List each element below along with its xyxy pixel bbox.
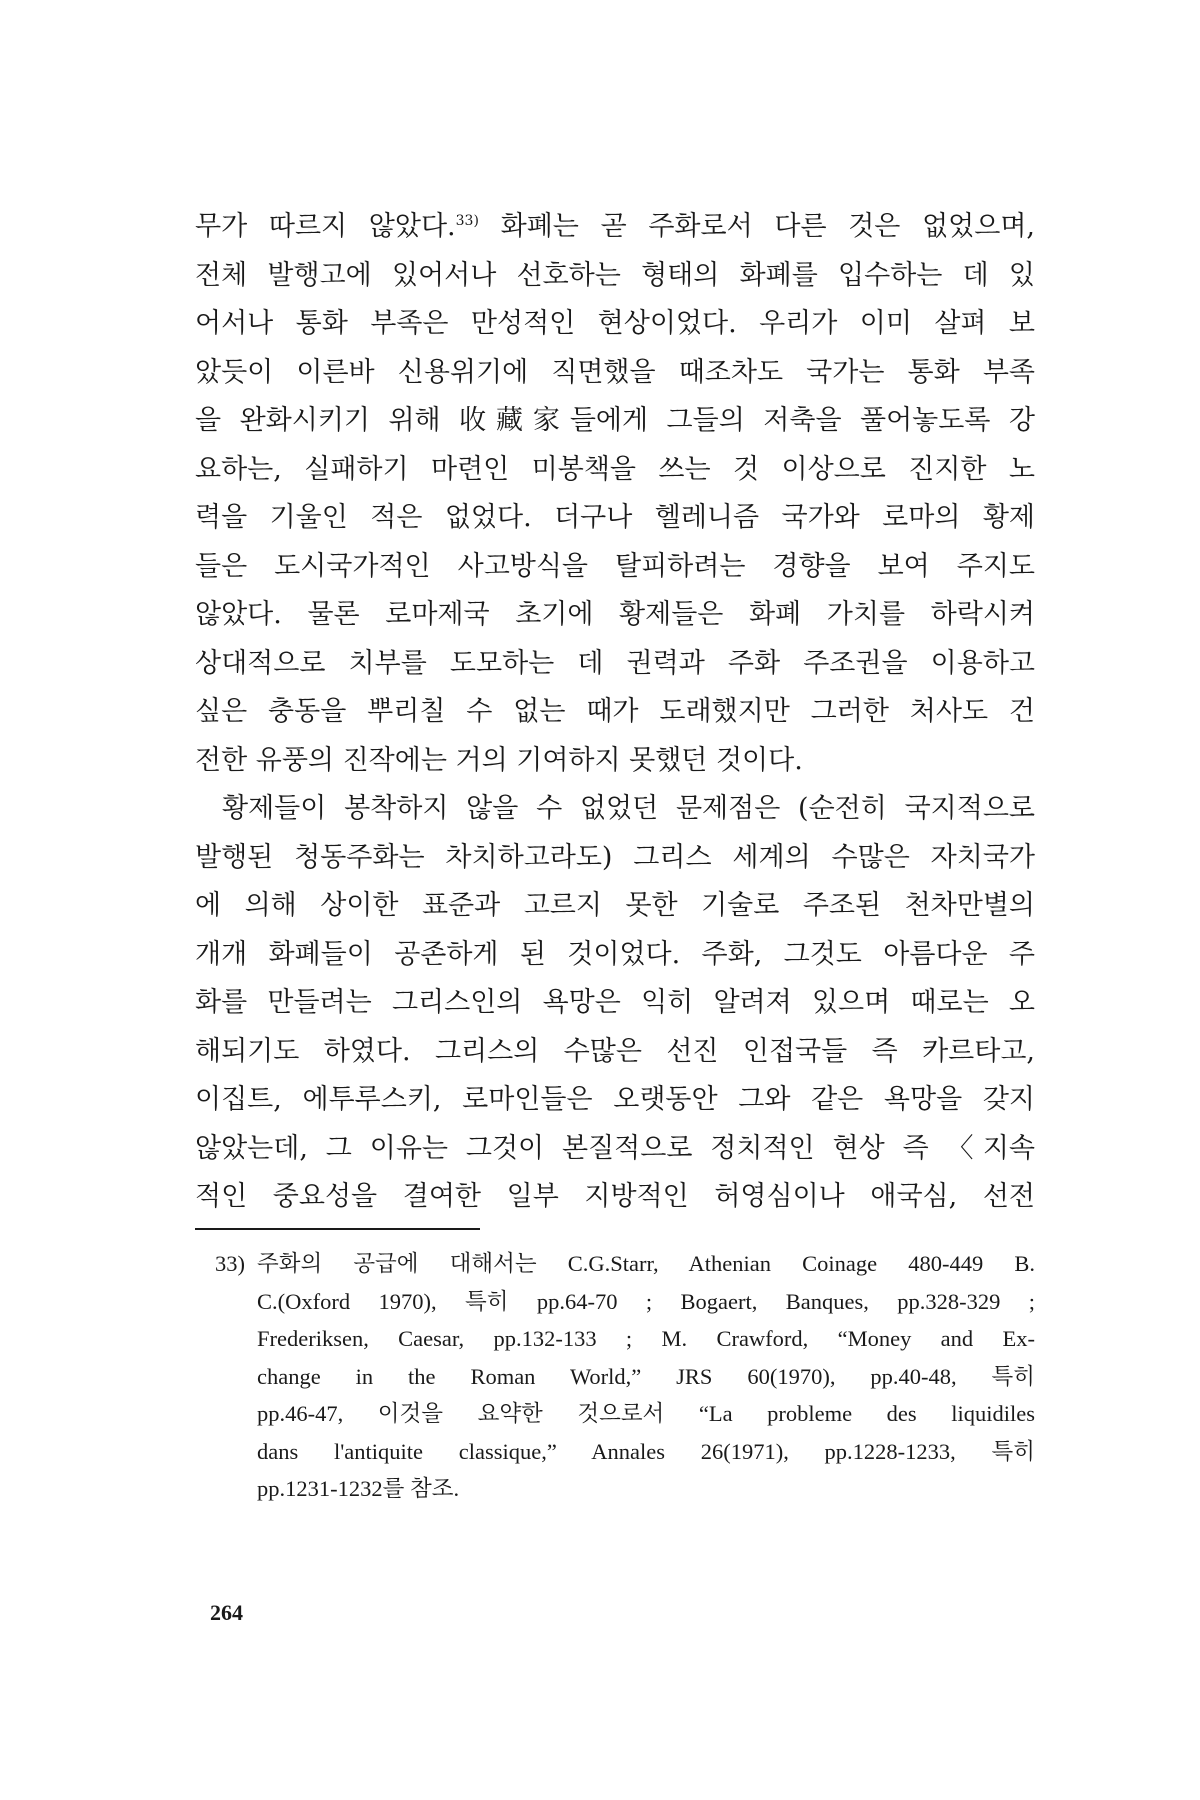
text-line: 이집트, 에투루스키, 로마인들은 오랫동안 그와 같은 욕망을 갖지 bbox=[195, 1084, 1035, 1115]
footnote-line: pp.1231-1232를 참조. bbox=[257, 1476, 460, 1501]
text-line: 력을 기울인 적은 없었다. 더구나 헬레니즘 국가와 로마의 황제 bbox=[195, 502, 1035, 533]
page-number: 264 bbox=[210, 1600, 243, 1625]
footnote-line: dans l'antiquite classique,” Annales 26(1971), pp.1228-1233, 특히 bbox=[257, 1438, 1035, 1464]
footnote-line: change in the Roman World,” JRS 60(1970), pp.40-48, 특히 bbox=[257, 1363, 1035, 1389]
text-line: 않았다. 물론 로마제국 초기에 황제들은 화폐 가치를 하락시켜 bbox=[195, 599, 1035, 630]
text-line: 화를 만들려는 그리스인의 욕망은 익히 알려져 있으며 때로는 오 bbox=[195, 987, 1035, 1018]
footnote-divider bbox=[195, 1228, 480, 1230]
text-line: 무가 따르지 않았다.$^{33)}$ 화폐는 곧 주화로서 다른 것은 없었으며, bbox=[195, 211, 1036, 242]
footnote-line: Frederiksen, Caesar, pp.132-133 ; M. Crawford, “Money and Ex- bbox=[257, 1326, 1035, 1351]
text-line: 황제들이 봉착하지 않을 수 없었던 문제점은 (순전히 국지적으로 bbox=[222, 793, 1035, 824]
text-line: 요하는, 실패하기 마련인 미봉책을 쓰는 것 이상으로 진지한 노 bbox=[195, 453, 1035, 485]
footnote-number: 33) bbox=[215, 1251, 245, 1276]
footnote-reference[interactable]: 33) bbox=[455, 213, 479, 229]
text-line: 들은 도시국가적인 사고방식을 탈피하려는 경향을 보여 주지도 bbox=[195, 550, 1035, 582]
text-line: 발행된 청동주화는 차치하고라도) 그리스 세계의 수많은 자치국가 bbox=[195, 841, 1035, 873]
text-line: 않았는데, 그 이유는 그것이 본질적으로 정치적인 현상 즉 〈지속 bbox=[195, 1132, 1035, 1164]
text-line: 적인 중요성을 결여한 일부 지방적인 허영심이나 애국심, 선전 bbox=[195, 1181, 1035, 1212]
footnote-line: 주화의 공급에 대해서는 C.G.Starr, Athenian Coinage 480-449 B. bbox=[257, 1251, 1035, 1276]
text-line: 았듯이 이른바 신용위기에 직면했을 때조차도 국가는 통화 부족 bbox=[195, 356, 1035, 388]
text-line: 싶은 충동을 뿌리칠 수 없는 때가 도래했지만 그러한 처사도 건 bbox=[195, 696, 1035, 727]
body-text bbox=[195, 203, 1035, 1222]
footnote-line: C.(Oxford 1970), 특히 pp.64-70 ; Bogaert, Banques, pp.328-329 ; bbox=[257, 1288, 1035, 1314]
text-line: 전체 발행고에 있어서나 선호하는 형태의 화폐를 입수하는 데 있 bbox=[195, 259, 1035, 291]
footnote-line: pp.46-47, 이것을 요약한 것으로서 “La probleme des liquidiles bbox=[257, 1401, 1035, 1426]
text-line: 개개 화폐들이 공존하게 된 것이었다. 주화, 그것도 아름다운 주 bbox=[195, 938, 1035, 970]
text-line: 을 완화시키기 위해 收藏家들에게 그들의 저축을 풀어놓도록 강 bbox=[195, 405, 1035, 436]
text-line: 해되기도 하였다. 그리스의 수많은 선진 인접국들 즉 카르타고, bbox=[195, 1035, 1035, 1067]
text-line: 어서나 통화 부족은 만성적인 현상이었다. 우리가 이미 살펴 보 bbox=[195, 308, 1035, 339]
text-line: 상대적으로 치부를 도모하는 데 권력과 주화 주조권을 이용하고 bbox=[195, 647, 1035, 679]
text-line: 에 의해 상이한 표준과 고르지 못한 기술로 주조된 천차만별의 bbox=[195, 890, 1035, 921]
text-line: 전한 유풍의 진작에는 거의 기여하지 못했던 것이다. bbox=[195, 744, 803, 776]
footnote bbox=[215, 1245, 1035, 1508]
